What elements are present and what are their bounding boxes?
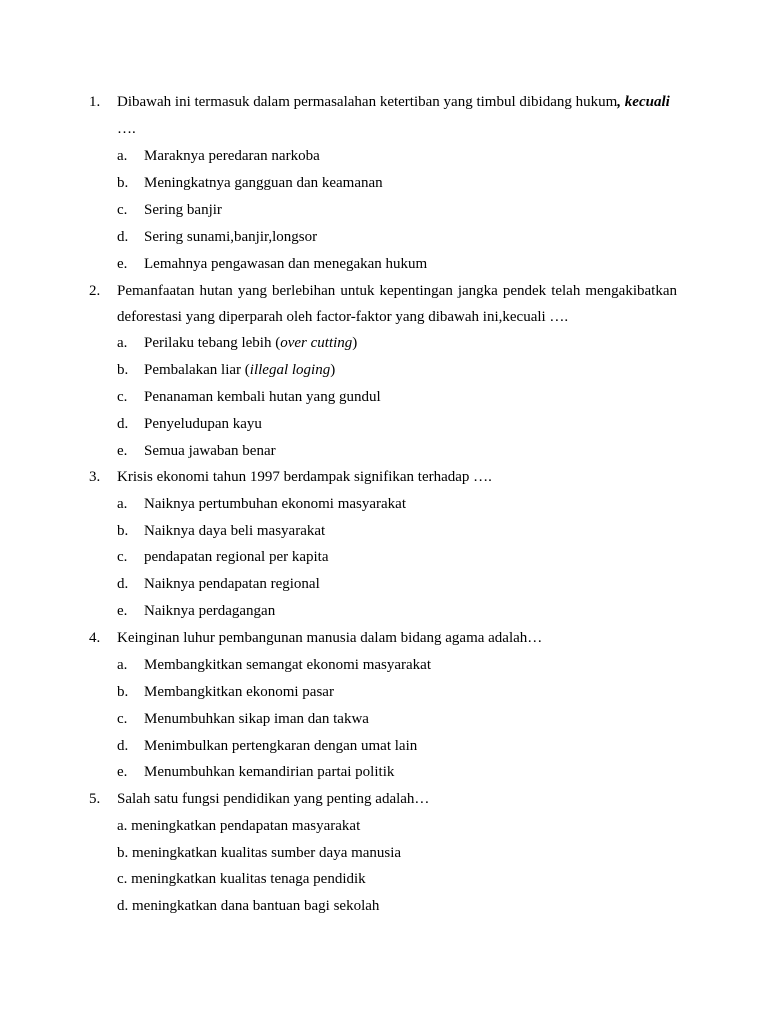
option-letter: a. — [117, 148, 128, 164]
option-letter: c. — [117, 389, 128, 405]
option-letter: e. — [117, 764, 128, 780]
option-text: Naiknya perdagangan — [144, 603, 276, 619]
option-letter: e. — [117, 443, 128, 459]
option-text: Naiknya pendapatan regional — [144, 576, 320, 592]
option-text: Lemahnya pengawasan dan menegakan hukum — [144, 256, 428, 272]
option-text: Membangkitkan semangat ekonomi masyarakat — [144, 657, 431, 673]
option-letter: a. — [117, 335, 128, 351]
option-text: Membangkitkan ekonomi pasar — [144, 684, 334, 700]
option-text: d. meningkatkan dana bantuan bagi sekolah — [117, 898, 380, 914]
question-text — [117, 92, 670, 112]
option-letter: c. — [117, 711, 128, 727]
option-letter: b. — [117, 175, 129, 191]
option-text: Semua jawaban benar — [144, 443, 276, 459]
question-number: 3. — [89, 469, 101, 485]
question-number: 5. — [89, 791, 101, 807]
question-text: Krisis ekonomi tahun 1997 berdampak signifikan terhadap …. — [117, 469, 492, 485]
option-letter: e. — [117, 256, 128, 272]
option-text: Maraknya peredaran narkoba — [144, 148, 320, 164]
option-letter: b. — [117, 684, 129, 700]
option-text — [144, 333, 357, 353]
question-number: 2. — [89, 283, 101, 299]
option-letter: e. — [117, 603, 128, 619]
option-letter: a. — [117, 657, 128, 673]
option-text: a. meningkatkan pendapatan masyarakat — [117, 818, 361, 834]
option-text: Sering banjir — [144, 202, 222, 218]
option-letter: a. — [117, 496, 128, 512]
option-letter: d. — [117, 576, 129, 592]
option-letter: d. — [117, 416, 129, 432]
option-text: Menumbuhkan sikap iman dan takwa — [144, 711, 369, 727]
option-text-post: ) — [352, 335, 358, 351]
option-text: Naiknya daya beli masyarakat — [144, 523, 326, 539]
option-text — [144, 360, 335, 380]
option-text-italic: over cutting — [280, 335, 353, 351]
option-letter: b. — [117, 362, 129, 378]
question-number: 1. — [89, 94, 101, 110]
option-text-italic: illegal loging — [249, 362, 331, 378]
question-text-line-2: deforestasi yang diperparah oleh factor-faktor yang dibawah ini,kecuali …. — [117, 309, 569, 325]
option-text-pre: Perilaku tebang lebih ( — [144, 335, 281, 351]
option-text: Penyeludupan kayu — [144, 416, 262, 432]
option-text: c. meningkatkan kualitas tenaga pendidik — [117, 871, 366, 887]
question-text-main: Dibawah ini termasuk dalam permasalahan ketertiban yang timbul dibidang hukum — [117, 94, 618, 110]
question-text: Keinginan luhur pembangunan manusia dalam bidang agama adalah… — [117, 630, 543, 646]
option-letter: c. — [117, 202, 128, 218]
question-number: 4. — [89, 630, 101, 646]
option-letter: d. — [117, 738, 129, 754]
question-ellipsis: …. — [117, 121, 136, 137]
option-text: pendapatan regional per kapita — [144, 549, 329, 565]
option-text: Meningkatnya gangguan dan keamanan — [144, 175, 383, 191]
question-text: Salah satu fungsi pendidikan yang penting adalah… — [117, 791, 430, 807]
option-text: b. meningkatkan kualitas sumber daya manusia — [117, 845, 402, 861]
question-text: Pemanfaatan hutan yang berlebihan untuk kepentingan jangka pendek telah mengakibatkan — [117, 283, 677, 299]
option-text-pre: Pembalakan liar ( — [144, 362, 250, 378]
option-letter: b. — [117, 523, 129, 539]
option-text: Sering sunami,banjir,longsor — [144, 229, 318, 245]
option-text-post: ) — [330, 362, 336, 378]
question-keyword: , kecuali — [617, 94, 670, 110]
option-text: Penanaman kembali hutan yang gundul — [144, 389, 381, 405]
option-letter: d. — [117, 229, 129, 245]
option-letter: c. — [117, 549, 128, 565]
option-text: Menimbulkan pertengkaran dengan umat lain — [144, 738, 418, 754]
option-text: Naiknya pertumbuhan ekonomi masyarakat — [144, 496, 407, 512]
option-text: Menumbuhkan kemandirian partai politik — [144, 764, 395, 780]
